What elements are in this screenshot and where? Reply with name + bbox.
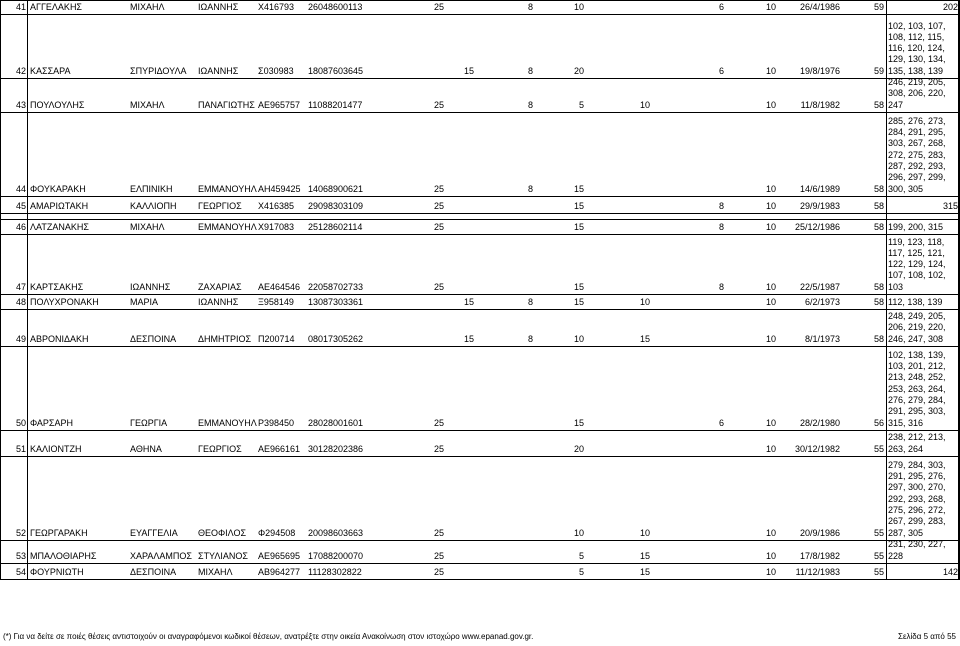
cell-surname: ΓΕΩΡΓΑΡΑΚΗ — [30, 528, 88, 538]
cell-row-number: 54 — [15, 567, 26, 577]
cell-father-name: ΙΩΑΝΝΗΣ — [198, 2, 239, 12]
cell-amka: 11088201477 — [308, 100, 363, 110]
position-code-line: 296, 297, 299, — [888, 172, 946, 183]
position-code-line: 206, 219, 220, — [888, 322, 946, 333]
cell-score-2: 15 — [463, 297, 474, 307]
cell-first-name: ΙΩΑΝΝΗΣ — [130, 282, 171, 292]
cell-surname: ΑΓΓΕΛΑΚΗΣ — [30, 2, 83, 12]
cell-first-name: ΧΑΡΑΛΑΜΠΟΣ — [130, 551, 192, 561]
cell-first-name: ΜΙΧΑΗΛ — [130, 222, 165, 232]
cell-score-1: 25 — [433, 528, 444, 538]
cell-score-4: 5 — [578, 551, 584, 561]
cell-score-6: 8 — [718, 222, 724, 232]
position-code-line: 135, 138, 139 — [888, 65, 944, 76]
cell-father-name: ΠΑΝΑΓΙΩΤΗΣ — [198, 100, 255, 110]
cell-id-number: Χ416385 — [258, 201, 295, 211]
cell-father-name: ΓΕΩΡΓΙΟΣ — [198, 444, 242, 454]
position-code-line: 246, 219, 205, — [888, 77, 946, 88]
cell-score-4: 15 — [573, 201, 584, 211]
cell-age: 58 — [873, 297, 884, 307]
cell-surname: ΑΜΑΡΙΩΤΑΚΗ — [30, 201, 89, 211]
cell-score-3: 8 — [527, 100, 533, 110]
cell-surname: ΦΟΥΚΑΡΑΚΗ — [30, 184, 86, 194]
cell-id-number: ΑΗ459425 — [258, 184, 301, 194]
cell-score-7: 10 — [765, 551, 776, 561]
cell-id-number: Ρ398450 — [258, 418, 295, 428]
cell-score-1: 25 — [433, 567, 444, 577]
cell-age: 58 — [873, 184, 884, 194]
position-code-line: 287, 305 — [888, 527, 924, 538]
position-code-line: 116, 120, 124, — [888, 43, 945, 54]
position-code-line: 129, 130, 134, — [888, 54, 946, 65]
cell-date: 11/8/1982 — [800, 100, 840, 110]
cell-score-2: 15 — [463, 66, 474, 76]
cell-score-1: 25 — [433, 201, 444, 211]
cell-score-6: 6 — [718, 66, 724, 76]
row-border — [0, 540, 960, 541]
position-code-line: 117, 125, 121, — [888, 247, 945, 258]
cell-row-number: 50 — [15, 418, 26, 428]
cell-score-3: 8 — [527, 184, 533, 194]
cell-date: 17/8/1982 — [799, 551, 840, 561]
cell-id-number: Π200714 — [258, 334, 295, 344]
cell-age: 56 — [873, 418, 884, 428]
cell-score-1: 25 — [433, 100, 444, 110]
cell-amka: 22058702733 — [308, 282, 364, 292]
cell-father-name: ΓΕΩΡΓΙΟΣ — [198, 201, 242, 211]
cell-position-codes: 315 — [942, 201, 958, 211]
cell-row-number: 52 — [15, 528, 26, 538]
cell-score-4: 15 — [573, 297, 584, 307]
cell-score-7: 10 — [765, 201, 776, 211]
cell-score-4: 15 — [573, 418, 584, 428]
cell-score-3: 8 — [527, 2, 533, 12]
cell-row-number: 49 — [15, 334, 26, 344]
cell-position-codes — [888, 350, 958, 429]
cell-score-1: 25 — [433, 184, 444, 194]
cell-age: 58 — [873, 100, 884, 110]
cell-id-number: Χ416793 — [258, 2, 295, 12]
position-code-line: 291, 295, 303, — [888, 406, 946, 417]
cell-score-4: 20 — [573, 444, 584, 454]
position-code-line: 308, 206, 220, — [888, 88, 946, 99]
row-border — [0, 294, 960, 295]
cell-age: 55 — [873, 528, 884, 538]
cell-father-name: ΕΜΜΑΝΟΥΗΛ — [198, 184, 257, 194]
cell-score-1: 25 — [433, 444, 444, 454]
position-code-line: 253, 263, 264, — [888, 383, 946, 394]
cell-score-4: 10 — [573, 2, 584, 12]
cell-id-number: Σ030983 — [258, 66, 294, 76]
cell-date: 25/12/1986 — [794, 222, 840, 232]
cell-father-name: ΙΩΑΝΝΗΣ — [198, 66, 239, 76]
cell-first-name: ΚΑΛΛΙΟΠΗ — [130, 201, 177, 211]
cell-father-name: ΕΜΜΑΝΟΥΗΛ — [198, 222, 257, 232]
cell-score-5: 10 — [639, 100, 650, 110]
cell-first-name: ΓΕΩΡΓΙΑ — [130, 418, 168, 428]
cell-first-name: ΔΕΣΠΟΙΝΑ — [130, 334, 177, 344]
cell-score-6: 8 — [718, 282, 724, 292]
cell-score-6: 8 — [718, 201, 724, 211]
cell-date: 19/8/1976 — [799, 66, 840, 76]
position-code-line: 228 — [888, 550, 904, 561]
position-code-line: 103, 201, 212, — [888, 361, 946, 372]
cell-row-number: 44 — [15, 184, 26, 194]
position-code-line: 263, 264 — [888, 443, 924, 454]
cell-row-number: 53 — [15, 551, 26, 561]
position-code-line: 297, 300, 270, — [888, 482, 946, 493]
cell-father-name: ΙΩΑΝΝΗΣ — [198, 297, 239, 307]
position-code-line: 102, 103, 107, — [888, 20, 946, 31]
cell-score-1: 25 — [433, 418, 444, 428]
cell-score-7: 10 — [765, 567, 776, 577]
cell-row-number: 51 — [15, 444, 26, 454]
cell-date: 14/6/1989 — [799, 184, 840, 194]
cell-surname: ΜΠΑΛΟΘΙΑΡΗΣ — [30, 551, 97, 561]
cell-father-name: ΔΗΜΗΤΡΙΟΣ — [198, 334, 252, 344]
row-border — [0, 309, 960, 310]
position-code-line: 231, 230, 227, — [888, 539, 946, 550]
column-border — [0, 0, 1, 580]
cell-score-7: 10 — [765, 334, 776, 344]
cell-age: 59 — [873, 66, 884, 76]
cell-position-codes — [888, 237, 958, 294]
cell-row-number: 45 — [15, 201, 26, 211]
position-code-line: 267, 299, 283, — [888, 516, 946, 527]
position-code-line: 291, 295, 276, — [888, 471, 946, 482]
cell-surname: ΑΒΡΟΝΙΔΑΚΗ — [30, 334, 89, 344]
cell-surname: ΦΑΡΣΑΡΗ — [30, 418, 73, 428]
cell-score-1: 25 — [433, 551, 444, 561]
cell-score-4: 10 — [573, 334, 584, 344]
cell-score-3: 8 — [527, 297, 533, 307]
cell-surname: ΦΟΥΡΝΙΩΤΗ — [30, 567, 84, 577]
cell-age: 58 — [873, 222, 884, 232]
cell-score-7: 10 — [765, 100, 776, 110]
cell-score-4: 5 — [578, 100, 584, 110]
cell-id-number: ΑΕ965695 — [258, 551, 301, 561]
position-code-line: 300, 305 — [888, 183, 924, 194]
cell-score-4: 20 — [573, 66, 584, 76]
cell-row-number: 47 — [15, 282, 26, 292]
cell-score-1: 25 — [433, 222, 444, 232]
position-code-line: 284, 291, 295, — [888, 127, 946, 138]
cell-row-number: 48 — [15, 297, 26, 307]
cell-position-codes — [888, 21, 958, 78]
cell-date: 20/9/1986 — [799, 528, 840, 538]
cell-date: 30/12/1982 — [794, 444, 840, 454]
cell-id-number: Χ917083 — [258, 222, 295, 232]
cell-score-7: 10 — [765, 297, 776, 307]
page-number: Σελίδα 5 από 55 — [898, 632, 956, 641]
cell-first-name: ΑΘΗΝΑ — [130, 444, 162, 454]
position-code-line: 238, 212, 213, — [888, 432, 946, 443]
cell-father-name: ΕΜΜΑΝΟΥΗΛ — [198, 418, 257, 428]
cell-date: 6/2/1973 — [804, 297, 840, 307]
cell-row-number: 42 — [15, 66, 26, 76]
row-border — [0, 112, 960, 113]
cell-id-number: Φ294508 — [258, 528, 296, 538]
cell-amka: 11128302822 — [308, 567, 362, 577]
cell-father-name: ΣΤΥΛΙΑΝΟΣ — [198, 551, 248, 561]
cell-age: 59 — [873, 2, 884, 12]
cell-date: 29/9/1983 — [799, 201, 840, 211]
cell-age: 55 — [873, 444, 884, 454]
row-border — [0, 579, 960, 580]
cell-score-7: 10 — [765, 444, 776, 454]
position-code-line: 287, 292, 293, — [888, 161, 946, 172]
cell-position-codes — [888, 432, 958, 455]
cell-date: 22/5/1987 — [799, 282, 840, 292]
cell-score-3: 8 — [527, 334, 533, 344]
cell-id-number: ΑΕ966161 — [258, 444, 301, 454]
cell-father-name: ΘΕΟΦΙΛΟΣ — [198, 528, 247, 538]
footnote: (*) Για να δείτε σε ποιές θέσεις αντιστοιχούν οι αναγραφόμενοι κωδικοί θέσεων, ανατρέξτε στην οικεία Ανακοίνωση στον ιστοχώρο www.epanad.gov.gr. — [3, 632, 534, 641]
cell-position-codes — [888, 539, 958, 562]
position-code-line: 272, 275, 283, — [888, 149, 946, 160]
cell-amka: 18087603645 — [308, 66, 364, 76]
cell-score-4: 5 — [578, 567, 584, 577]
cell-position-codes: 142 — [942, 567, 958, 577]
cell-first-name: ΔΕΣΠΟΙΝΑ — [130, 567, 177, 577]
row-border — [0, 0, 960, 1]
cell-amka: 13087303361 — [308, 297, 364, 307]
cell-score-6: 6 — [718, 2, 724, 12]
cell-score-4: 10 — [573, 528, 584, 538]
cell-amka: 08017305262 — [308, 334, 364, 344]
cell-father-name: ΜΙΧΑΗΛ — [198, 567, 233, 577]
row-border — [0, 430, 960, 431]
cell-score-5: 10 — [639, 297, 650, 307]
cell-score-1: 25 — [433, 282, 444, 292]
cell-id-number: ΑΕ464546 — [258, 282, 301, 292]
cell-amka: 29098303109 — [308, 201, 364, 211]
cell-amka: 25128602114 — [308, 222, 363, 232]
row-border — [0, 196, 960, 197]
cell-date: 26/4/1986 — [799, 2, 840, 12]
cell-age: 58 — [873, 201, 884, 211]
row-border — [0, 456, 960, 457]
cell-first-name: ΜΙΧΑΗΛ — [130, 2, 165, 12]
position-code-line: 276, 279, 284, — [888, 395, 946, 406]
cell-score-7: 10 — [765, 528, 776, 538]
cell-first-name: ΣΠΥΡΙΔΟΥΛΑ — [130, 66, 187, 76]
row-border — [0, 213, 960, 214]
cell-surname: ΚΑΣΣΑΡΑ — [30, 66, 71, 76]
position-code-line: 279, 284, 303, — [888, 459, 946, 470]
cell-amka: 17088200070 — [308, 551, 364, 561]
cell-score-5: 15 — [639, 551, 650, 561]
row-border — [0, 78, 960, 79]
cell-score-7: 10 — [765, 282, 776, 292]
position-code-line: 102, 138, 139, — [888, 349, 946, 360]
cell-row-number: 41 — [15, 2, 26, 12]
cell-amka: 20098603663 — [308, 528, 364, 538]
cell-surname: ΛΑΤΖΑΝΑΚΗΣ — [30, 222, 89, 232]
cell-surname: ΠΟΥΛΟΥΛΗΣ — [30, 100, 85, 110]
cell-date: 8/1/1973 — [804, 334, 840, 344]
cell-id-number: Ξ958149 — [258, 297, 294, 307]
cell-position-codes — [888, 460, 958, 539]
cell-age: 58 — [873, 334, 884, 344]
cell-position-codes: 112, 138, 139 — [888, 297, 943, 307]
position-code-line: 247 — [888, 99, 904, 110]
position-code-line: 292, 293, 268, — [888, 493, 946, 504]
column-border — [886, 0, 887, 580]
position-code-line: 275, 296, 272, — [888, 505, 946, 516]
cell-first-name: ΜΙΧΑΗΛ — [130, 100, 165, 110]
position-code-line: 248, 249, 205, — [888, 311, 946, 322]
cell-surname: ΚΑΡΤΣΑΚΗΣ — [30, 282, 84, 292]
cell-date: 11/12/1983 — [795, 567, 840, 577]
cell-score-7: 10 — [765, 66, 776, 76]
cell-score-7: 10 — [765, 222, 776, 232]
column-border — [27, 0, 28, 580]
cell-score-4: 15 — [573, 282, 584, 292]
position-code-line: 122, 129, 124, — [888, 259, 946, 270]
cell-surname: ΚΑΛΙΟΝΤΖΗ — [30, 444, 82, 454]
cell-score-2: 15 — [463, 334, 474, 344]
position-code-line: 108, 112, 115, — [888, 31, 945, 42]
row-border — [0, 14, 960, 15]
cell-score-1: 25 — [433, 2, 444, 12]
cell-position-codes — [888, 77, 958, 111]
cell-amka: 26048600113 — [308, 2, 363, 12]
cell-score-5: 10 — [639, 528, 650, 538]
position-code-line: 103 — [888, 281, 904, 292]
row-border — [0, 346, 960, 347]
cell-amka: 30128202386 — [308, 444, 364, 454]
cell-position-codes: 199, 200, 315 — [888, 222, 944, 232]
position-code-line: 107, 108, 102, — [888, 270, 946, 281]
cell-position-codes — [888, 311, 958, 345]
row-border — [0, 563, 960, 564]
cell-position-codes: 202 — [942, 2, 958, 12]
cell-first-name: ΕΥΑΓΓΕΛΙΑ — [130, 528, 178, 538]
cell-surname: ΠΟΛΥΧΡΟΝΑΚΗ — [30, 297, 99, 307]
cell-id-number: ΑΒ964277 — [258, 567, 301, 577]
position-code-line: 315, 316 — [888, 417, 924, 428]
cell-father-name: ΖΑΧΑΡΙΑΣ — [198, 282, 242, 292]
position-code-line: 213, 248, 252, — [888, 372, 946, 383]
position-code-line: 246, 247, 308 — [888, 333, 944, 344]
position-code-line: 285, 276, 273, — [888, 115, 946, 126]
position-code-line: 119, 123, 118, — [888, 236, 945, 247]
position-code-line: 303, 267, 268, — [888, 138, 946, 149]
cell-first-name: ΜΑΡΙΑ — [130, 297, 159, 307]
row-border — [0, 219, 960, 220]
cell-position-codes — [888, 116, 958, 195]
cell-amka: 14068900621 — [308, 184, 364, 194]
cell-id-number: ΑΕ965757 — [258, 100, 301, 110]
cell-score-7: 10 — [765, 184, 776, 194]
cell-first-name: ΕΛΠΙΝΙΚΗ — [130, 184, 173, 194]
cell-age: 55 — [873, 567, 884, 577]
cell-row-number: 43 — [15, 100, 26, 110]
cell-score-6: 6 — [718, 418, 724, 428]
cell-score-4: 15 — [573, 222, 584, 232]
cell-amka: 28028001601 — [308, 418, 364, 428]
cell-row-number: 46 — [15, 222, 26, 232]
cell-age: 58 — [873, 282, 884, 292]
row-border — [0, 234, 960, 235]
cell-score-4: 15 — [573, 184, 584, 194]
cell-date: 28/2/1980 — [799, 418, 840, 428]
cell-score-5: 15 — [639, 567, 650, 577]
cell-score-7: 10 — [765, 418, 776, 428]
cell-score-5: 15 — [639, 334, 650, 344]
cell-age: 55 — [873, 551, 884, 561]
cell-score-7: 10 — [765, 2, 776, 12]
cell-score-3: 8 — [527, 66, 533, 76]
